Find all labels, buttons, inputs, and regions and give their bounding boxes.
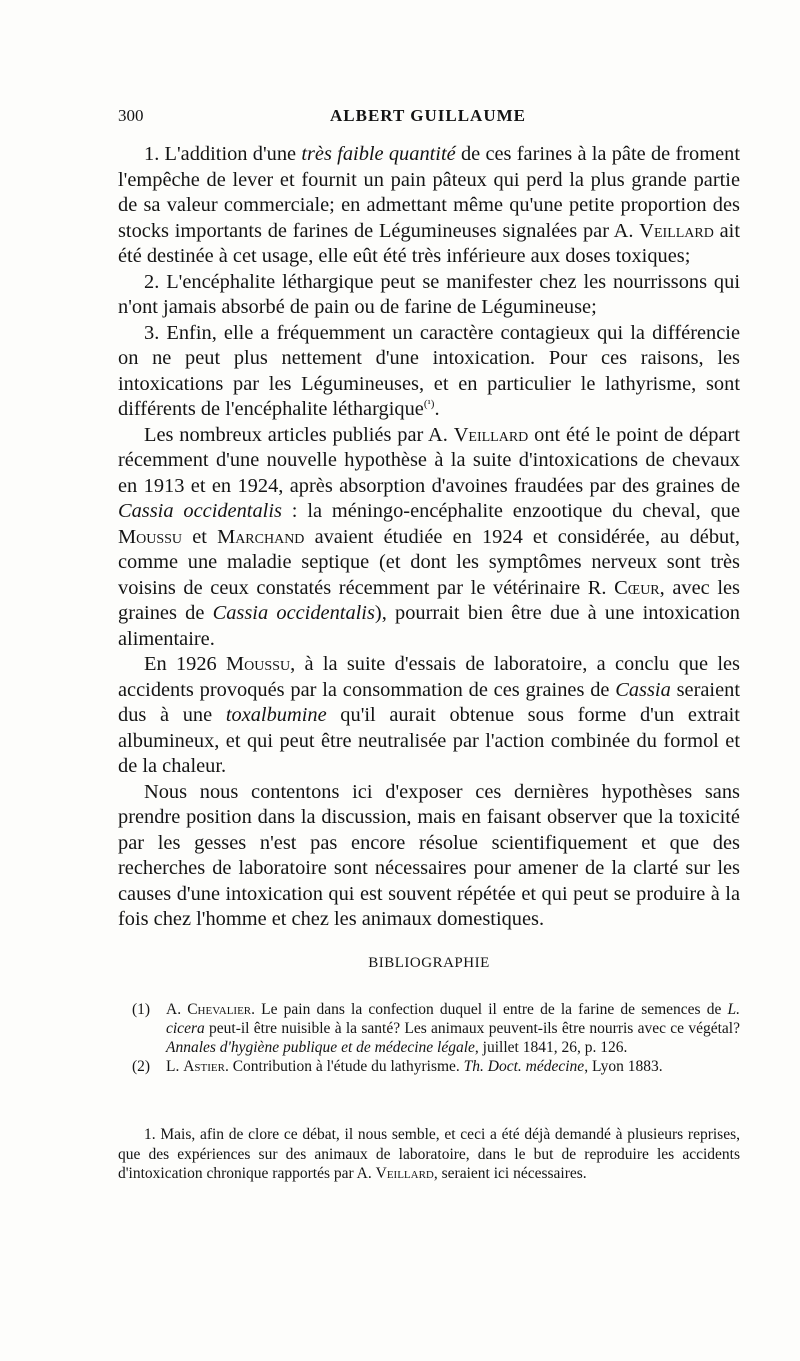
body-text — [118, 142, 740, 933]
bibliography-entry: (2) L. Astier. Contribution à l'étude du lathyrisme. Th. Doct. médecine, Lyon 1883. — [132, 1058, 663, 1075]
page-header — [118, 106, 738, 132]
author-name: Veillard — [453, 423, 529, 446]
author-name: Marchand — [217, 525, 305, 548]
author-name: Veillard — [375, 1165, 434, 1182]
footnote-ref[interactable]: (¹) — [423, 398, 435, 411]
paragraph-2: 2. L'encéphalite léthargique peut se manifester chez les nourrissons qui n'ont jamais absorbé de pain ou de farine de Légumineuse; — [118, 270, 740, 318]
bibliography-title: BIBLIOGRAPHIE — [368, 955, 490, 971]
paragraph-3: 3. Enfin, elle a fréquemment un caractère contagieux qui la différencie on ne peut plus nettement d'une intoxication. Pour ces raisons, les intoxications par les Légumineuses, et en particulier le lathyrisme, sont différents de l'encéphalite léthargique$^{(^1)}$. — [118, 321, 740, 420]
running-title: ALBERT GUILLAUME — [330, 106, 526, 125]
page-number: 300 — [118, 106, 144, 125]
footnote-1: 1. Mais, afin de clore ce débat, il nous semble, et ceci a été déjà demandé à plusieurs reprises, que des expériences sur des animaux de laboratoire, dans le but de reproduire les accidents d'intoxication chronique rapportés par A. Veillard, seraient ici nécessaires. — [118, 1126, 740, 1182]
author-name: Moussu — [118, 525, 183, 548]
paragraph-4: Les nombreux articles publiés par A. Veillard ont été le point de départ récemment d'une nouvelle hypothèse à la suite d'intoxications de chevaux en 1913 et en 1924, après absorption d'avoines fraudées par des graines de Cassia occidentalis : la méningo-encéphalite enzootique du cheval, que Moussu et Marchand avaient étudiée en 1924 et considérée, au début, comme une maladie septique (et dont les symptômes nerveux sont très voisins de ceux constatés récemment par le vétérinaire R. Cœur, avec les graines de Cassia occidentalis), pourrait bien être due à une intoxication alimentaire. — [118, 423, 741, 650]
author-name: Cœur — [614, 576, 660, 599]
bibliography-entry: (1) A. Chevalier. Le pain dans la confection duquel il entre de la farine de semences de L. cicera peut-il être nuisible à la santé? Les animaux peuvent-ils être nourris avec ce végétal? Annales d'hygiène publique et de médecine légale, juillet 1841, 26, p. 126. — [132, 1001, 740, 1056]
bibliography — [118, 1000, 740, 1076]
footnotes — [118, 1125, 740, 1184]
author-name: Veillard — [639, 219, 714, 242]
paragraph-5: En 1926 Moussu, à la suite d'essais de laboratoire, a conclu que les accidents provoqués par la consommation de ces graines de Cassia seraient dus à une toxalbumine qu'il aurait obtenue sous forme d'un extrait albumineux, et qui peut être neutralisée par l'action combinée du formol et de la chaleur. — [118, 653, 741, 777]
paragraph-6: Nous nous contentons ici d'exposer ces dernières hypothèses sans prendre position dans la discussion, mais en faisant observer que la toxicité par les gesses n'est pas encore résolue scientifiquement et que des recherches de laboratoire sont nécessaires pour amener de la clarté sur les causes d'une intoxication qui est souvent répétée et qui peut se produire à la fois chez l'homme et chez les animaux domestiques. — [118, 780, 740, 930]
author-name: Moussu — [226, 653, 291, 675]
paragraph-1: 1. L'addition d'une très faible quantité de ces farines à la pâte de froment l'empêche de lever et fournit un pain pâteux qui perd la plus grande partie de sa valeur commerciale; en admettant même qu'une petite proportion des stocks importants de farines de Légumineuses signalées par A. Veillard ait été destinée à cet usage, elle eût été très inférieure aux doses toxiques; — [118, 143, 740, 267]
